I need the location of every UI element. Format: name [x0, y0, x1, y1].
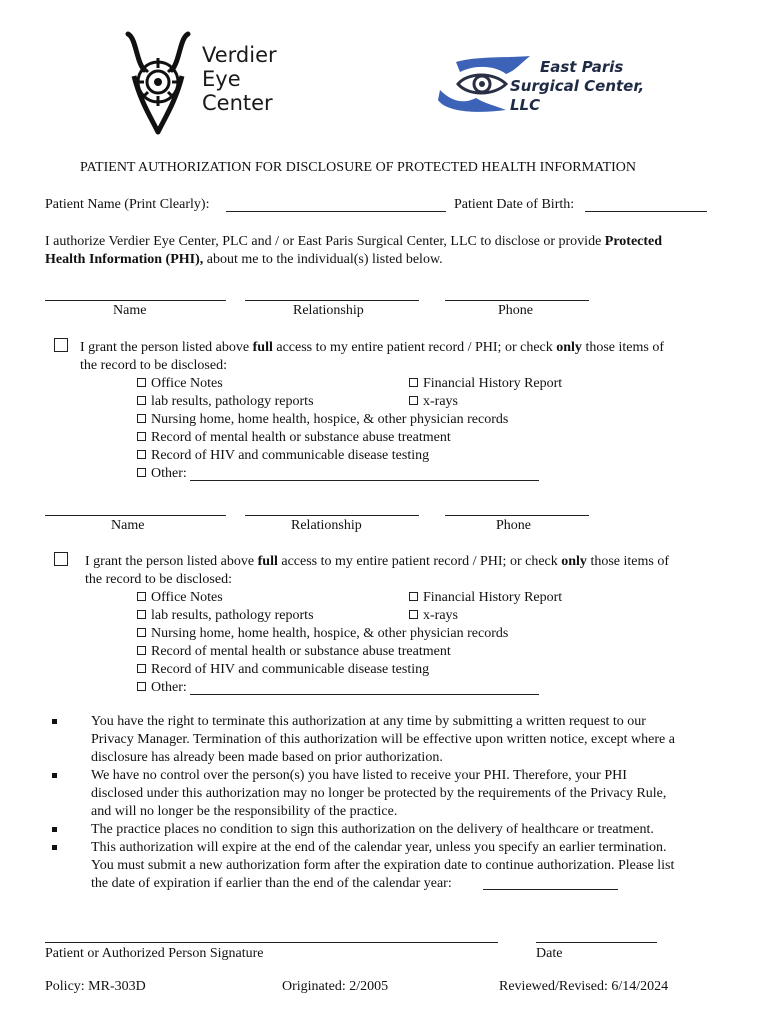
bullet-terminate: [91, 713, 675, 767]
grant-pre: I grant the person listed above: [80, 340, 250, 355]
verdier-logo: [122, 30, 282, 138]
east-paris-logo-line1: East Paris: [540, 58, 624, 76]
bullet-3-line1: The practice places no condition to sign this authorization on the delivery of healthcare or treatment.: [91, 822, 654, 837]
recipient1-grant-text: [80, 339, 664, 375]
bullet-marker: [52, 845, 57, 850]
date-label: Date: [536, 946, 563, 961]
recipient2-grant-text: [85, 553, 669, 589]
east-paris-logo: [436, 54, 645, 120]
office-notes-label: Office Notes: [151, 376, 223, 391]
item-mental[interactable]: [137, 643, 697, 661]
recipient1-full-access-checkbox[interactable]: [54, 338, 68, 352]
lab-label: lab results, pathology reports: [151, 608, 314, 623]
signature-label: Patient or Authorized Person Signature: [45, 946, 264, 961]
recipient1-name-label: Name: [113, 303, 147, 318]
grant-post: those items of: [590, 554, 669, 569]
bullet-4-line1: This authorization will expire at the end of the calendar year, unless you specify an earlier termination.: [91, 840, 667, 855]
recipient1-relationship-field[interactable]: [245, 300, 419, 301]
grant-line2: the record to be disclosed:: [85, 572, 232, 587]
grant-mid: access to my entire patient record / PHI; or check: [281, 554, 558, 569]
grant-pre: I grant the person listed above: [85, 554, 255, 569]
authorization-statement: [45, 233, 662, 269]
recipient2-phone-label: Phone: [496, 518, 531, 533]
recipient2-name-field[interactable]: [45, 515, 226, 516]
verdier-logo-line3: Center: [202, 91, 273, 115]
bullet-marker: [52, 719, 57, 724]
grant-post: those items of: [585, 340, 664, 355]
lab-checkbox[interactable]: [137, 396, 146, 405]
item-lab[interactable]: [137, 607, 314, 625]
item-nursing[interactable]: [137, 625, 697, 643]
bullet-2-line2: disclosed under this authorization may no longer be protected by the requirements of the Privacy Rule,: [91, 786, 667, 801]
signature-field[interactable]: [45, 942, 498, 943]
hiv-label: Record of HIV and communicable disease testing: [151, 662, 430, 677]
auth-line2-bold: Health Information (PHI),: [45, 252, 204, 267]
office-notes-label: Office Notes: [151, 590, 223, 605]
footer-originated: Originated: 2/2005: [282, 979, 389, 994]
item-financial[interactable]: [409, 589, 562, 607]
bullet-2-line1: We have no control over the person(s) you have listed to receive your PHI. Therefore, your PHI: [91, 768, 627, 783]
recipient2-full-access-checkbox[interactable]: [54, 552, 68, 566]
recipient1-name-field[interactable]: [45, 300, 226, 301]
auth-intro-bold: Protected: [604, 234, 663, 249]
hiv-checkbox[interactable]: [137, 450, 146, 459]
recipient2-name-label: Name: [111, 518, 145, 533]
recipient2-phone-field[interactable]: [445, 515, 589, 516]
xrays-label: x-rays: [423, 394, 458, 409]
item-xrays[interactable]: [409, 607, 458, 625]
other-label: Other:: [151, 466, 187, 481]
financial-checkbox[interactable]: [409, 378, 418, 387]
other-label: Other:: [151, 680, 187, 695]
bullet-1-line3: disclosure has already been made based on prior authorization.: [91, 750, 443, 765]
bullet-marker: [52, 827, 57, 832]
financial-label: Financial History Report: [423, 590, 563, 605]
item-mental[interactable]: [137, 429, 697, 447]
grant-full: full: [257, 554, 278, 569]
recipient1-relationship-label: Relationship: [293, 303, 364, 318]
east-paris-logo-line3: LLC: [510, 96, 541, 114]
recipient1-phone-field[interactable]: [445, 300, 589, 301]
bullet-expiration: [91, 839, 674, 893]
recipient2-items: [137, 589, 697, 697]
verdier-logo-line1: Verdier: [202, 43, 277, 67]
lab-checkbox[interactable]: [137, 610, 146, 619]
grant-full: full: [252, 340, 273, 355]
footer-revised: Reviewed/Revised: 6/14/2024: [499, 979, 669, 994]
bullet-1-line2: Privacy Manager. Termination of this authorization will be effective upon written notice, except where a: [91, 732, 675, 747]
grant-mid: access to my entire patient record / PHI; or check: [276, 340, 553, 355]
mental-label: Record of mental health or substance abuse treatment: [151, 644, 451, 659]
item-hiv[interactable]: [137, 447, 697, 465]
footer-policy: Policy: MR-303D: [45, 979, 146, 994]
financial-checkbox[interactable]: [409, 592, 418, 601]
item-nursing[interactable]: [137, 411, 697, 429]
xrays-label: x-rays: [423, 608, 458, 623]
mental-checkbox[interactable]: [137, 646, 146, 655]
patient-name-label: Patient Name (Print Clearly):: [45, 197, 210, 212]
patient-dob-label: Patient Date of Birth:: [454, 197, 575, 212]
item-lab[interactable]: [137, 393, 314, 411]
auth-line2: about me to the individual(s) listed below.: [206, 252, 443, 267]
bullet-1-line1: You have the right to terminate this authorization at any time by submitting a written request to our: [91, 714, 646, 729]
item-office-notes[interactable]: [137, 375, 223, 393]
verdier-eye-icon: [122, 30, 194, 136]
east-paris-logo-line2: Surgical Center,: [510, 77, 645, 95]
office-notes-checkbox[interactable]: [137, 378, 146, 387]
recipient2-relationship-field[interactable]: [245, 515, 419, 516]
nursing-checkbox[interactable]: [137, 414, 146, 423]
auth-intro: I authorize Verdier Eye Center, PLC and / or East Paris Surgical Center, LLC to disclose or provide: [45, 234, 602, 249]
nursing-label: Nursing home, home health, hospice, & other physician records: [151, 626, 509, 641]
lab-label: lab results, pathology reports: [151, 394, 314, 409]
office-notes-checkbox[interactable]: [137, 592, 146, 601]
item-financial[interactable]: [409, 375, 562, 393]
expiration-date-field[interactable]: [483, 889, 618, 890]
recipient1-items: [137, 375, 697, 483]
bullet-no-control: [91, 767, 666, 821]
signature-date-field[interactable]: [536, 942, 657, 943]
recipient1-phone-label: Phone: [498, 303, 533, 318]
hiv-checkbox[interactable]: [137, 664, 146, 673]
hiv-label: Record of HIV and communicable disease testing: [151, 448, 430, 463]
verdier-logo-line2: Eye: [202, 67, 241, 91]
xrays-checkbox[interactable]: [409, 610, 418, 619]
bullet-no-condition: [91, 821, 654, 839]
grant-line2: the record to be disclosed:: [80, 358, 227, 373]
item-hiv[interactable]: [137, 661, 697, 679]
patient-dob-field[interactable]: [585, 211, 707, 212]
recipient2-relationship-label: Relationship: [291, 518, 362, 533]
other-checkbox[interactable]: [137, 682, 146, 691]
item-xrays[interactable]: [409, 393, 458, 411]
mental-label: Record of mental health or substance abuse treatment: [151, 430, 451, 445]
mental-checkbox[interactable]: [137, 432, 146, 441]
financial-label: Financial History Report: [423, 376, 563, 391]
other-checkbox[interactable]: [137, 468, 146, 477]
grant-only: only: [556, 340, 582, 355]
bullet-marker: [52, 773, 57, 778]
recipient1-other-field[interactable]: [190, 480, 539, 481]
patient-name-field[interactable]: [226, 211, 446, 212]
item-office-notes[interactable]: [137, 589, 223, 607]
nursing-checkbox[interactable]: [137, 628, 146, 637]
form-title: PATIENT AUTHORIZATION FOR DISCLOSURE OF PROTECTED HEALTH INFORMATION: [80, 160, 637, 175]
bullet-4-line3: the date of expiration if earlier than the end of the calendar year:: [91, 876, 452, 891]
grant-only: only: [561, 554, 587, 569]
bullet-2-line3: and will no longer be the responsibility of the practice.: [91, 804, 398, 819]
nursing-label: Nursing home, home health, hospice, & other physician records: [151, 412, 509, 427]
bullet-4-line2: You must submit a new authorization form after the expiration date to continue authorization. Please list: [91, 858, 675, 873]
recipient2-other-field[interactable]: [190, 694, 539, 695]
xrays-checkbox[interactable]: [409, 396, 418, 405]
